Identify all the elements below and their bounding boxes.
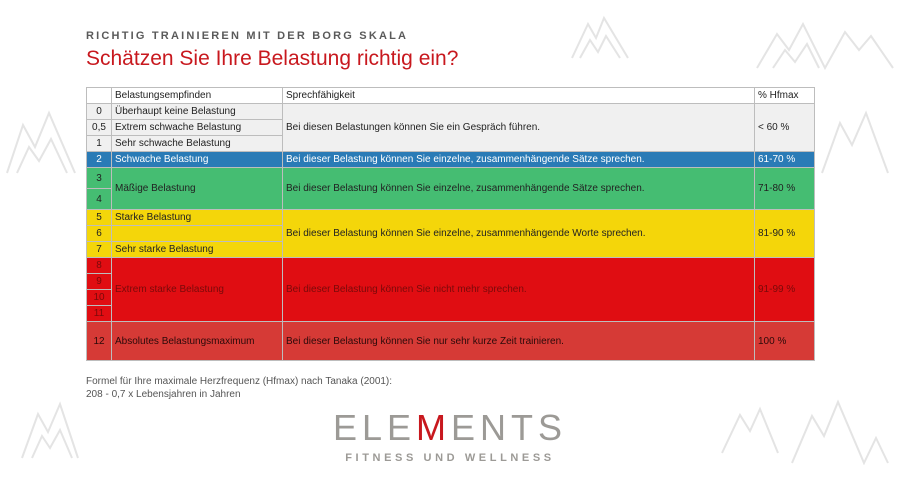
table-row <box>87 258 815 274</box>
speech-cell: Bei dieser Belastung können Sie einzelne, zusammenhängende Sätze sprechen. <box>283 168 755 210</box>
perception-cell: Mäßige Belastung <box>112 168 283 210</box>
perception-cell: Extrem schwache Belastung <box>112 120 283 136</box>
column-header-level <box>87 88 112 104</box>
table-row <box>87 152 815 168</box>
perception-cell: Starke Belastung <box>112 210 283 226</box>
borg-level: 7 <box>87 242 112 258</box>
speech-cell: Bei dieser Belastung können Sie einzelne, zusammenhängende Sätze sprechen. <box>283 152 755 168</box>
elements-logo <box>0 408 900 464</box>
logo-word-part-1: ELE <box>332 407 417 448</box>
logo-word-m: M <box>416 407 452 448</box>
column-header-hfmax: % Hfmax <box>755 88 815 104</box>
table-row <box>87 104 815 120</box>
perception-cell: Absolutes Belastungsmaximum <box>112 322 283 361</box>
hfmax-cell: 71-80 % <box>755 168 815 210</box>
formula-line-1: Formel für Ihre maximale Herzfrequenz (Hfmax) nach Tanaka (2001): <box>86 376 393 387</box>
column-header-perception: Belastungsempfinden <box>112 88 283 104</box>
borg-level: 9 <box>87 274 112 290</box>
hfmax-formula-note <box>86 375 392 401</box>
perception-cell: Extrem starke Belastung <box>112 258 283 322</box>
hfmax-cell: 81-90 % <box>755 210 815 258</box>
borg-level: 11 <box>87 306 112 322</box>
hfmax-cell: 91-99 % <box>755 258 815 322</box>
speech-cell: Bei dieser Belastung können Sie nur sehr kurze Zeit trainieren. <box>283 322 755 361</box>
borg-level: 8 <box>87 258 112 274</box>
perception-cell <box>112 226 283 242</box>
column-header-speech: Sprechfähigkeit <box>283 88 755 104</box>
speech-cell: Bei dieser Belastung können Sie nicht mehr sprechen. <box>283 258 755 322</box>
borg-level: 3 <box>87 168 112 189</box>
borg-level: 0,5 <box>87 120 112 136</box>
table-row <box>87 322 815 361</box>
borg-level: 10 <box>87 290 112 306</box>
logo-wordmark <box>0 408 900 448</box>
hfmax-cell: < 60 % <box>755 104 815 152</box>
hfmax-cell: 61-70 % <box>755 152 815 168</box>
speech-cell: Bei dieser Belastung können Sie einzelne, zusammenhängende Worte sprechen. <box>283 210 755 258</box>
perception-cell: Schwache Belastung <box>112 152 283 168</box>
mountain-outline-icon <box>5 95 85 175</box>
mountain-outline-icon <box>570 10 630 60</box>
borg-level: 1 <box>87 136 112 152</box>
table-row <box>87 168 815 189</box>
mountain-outline-icon <box>820 95 890 175</box>
table-header-row <box>87 88 815 104</box>
perception-cell: Überhaupt keine Belastung <box>112 104 283 120</box>
perception-cell: Sehr starke Belastung <box>112 242 283 258</box>
page-title: Schätzen Sie Ihre Belastung richtig ein? <box>86 47 459 70</box>
borg-level: 6 <box>87 226 112 242</box>
page-kicker: RICHTIG TRAINIEREN MIT DER BORG SKALA <box>86 30 409 42</box>
mountain-outline-icon <box>755 10 895 70</box>
borg-level: 4 <box>87 189 112 210</box>
logo-tagline: FITNESS UND WELLNESS <box>345 452 555 464</box>
borg-level: 2 <box>87 152 112 168</box>
logo-word-part-2: ENTS <box>451 407 568 448</box>
borg-level: 5 <box>87 210 112 226</box>
formula-line-2: 208 - 0,7 x Lebensjahren in Jahren <box>86 389 241 400</box>
borg-level: 0 <box>87 104 112 120</box>
speech-cell: Bei diesen Belastungen können Sie ein Gespräch führen. <box>283 104 755 152</box>
table-row <box>87 210 815 226</box>
perception-cell: Sehr schwache Belastung <box>112 136 283 152</box>
borg-level: 12 <box>87 322 112 361</box>
borg-scale-table <box>86 87 815 361</box>
hfmax-cell: 100 % <box>755 322 815 361</box>
